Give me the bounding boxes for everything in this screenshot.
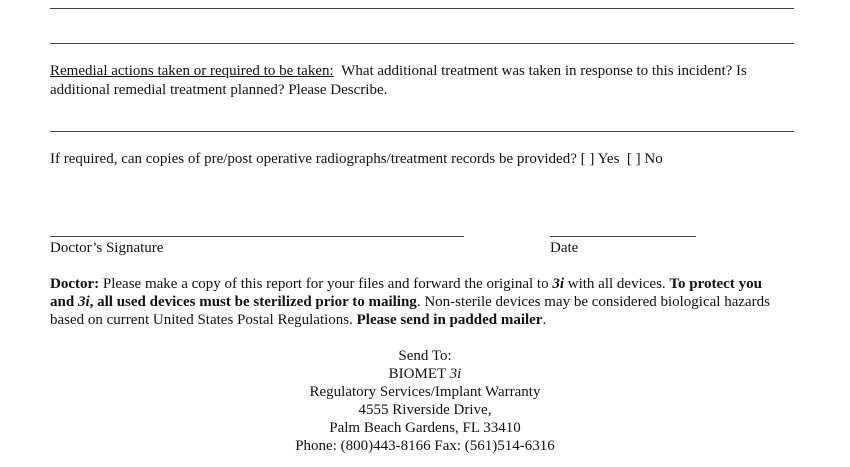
date-label: Date	[550, 240, 579, 256]
doctor-label: Doctor:	[50, 276, 100, 292]
phone-fax: Phone: (800)443-8166 Fax: (561)514-6316	[295, 438, 555, 454]
remedial-heading: Remedial actions taken or required to be taken:	[50, 63, 334, 79]
company-name	[0, 365, 850, 384]
brand-3i: 3i	[552, 276, 565, 292]
instructions-text-2: with all devices.	[567, 276, 666, 292]
sterilized-notice: , all used devices must be sterilized prior to mailing	[89, 294, 417, 310]
and-label: and	[50, 294, 75, 310]
yes-label: Yes	[597, 151, 620, 167]
company-text: BIOMET	[388, 366, 446, 382]
date-line[interactable]	[550, 236, 696, 237]
brand-3i-2: 3i	[77, 294, 90, 310]
department: Regulatory Services/Implant Warranty	[309, 384, 541, 400]
remedial-question-2: additional remedial treatment planned? Please Describe.	[50, 82, 388, 98]
yes-checkbox[interactable]: [ ]	[580, 151, 595, 167]
postal-text: based on current United States Postal Regulations.	[50, 312, 353, 328]
hazard-text: . Non-sterile devices may be considered biological hazards	[416, 294, 771, 310]
remedial-question-line-1: What additional treatment was taken in response to this incident? Is	[341, 63, 747, 79]
radiographs-question	[50, 150, 663, 169]
remedial-answer-line[interactable]	[50, 131, 794, 132]
remedial-question	[50, 62, 747, 81]
city-state-zip: Palm Beach Gardens, FL 33410	[329, 420, 521, 436]
doctor-signature-label: Doctor’s Signature	[50, 240, 164, 256]
send-to-label: Send To:	[398, 348, 452, 364]
instructions-text-1: Please make a copy of this report for your files and forward the original to	[102, 276, 549, 292]
period: .	[542, 312, 547, 328]
padded-mailer-notice: Please send in padded mailer	[356, 312, 543, 328]
instructions-line-2	[50, 293, 770, 312]
protect-notice: To protect you	[669, 276, 762, 292]
company-brand: 3i	[449, 366, 462, 382]
instructions-line-3	[50, 311, 546, 330]
no-checkbox[interactable]: [ ]	[626, 151, 641, 167]
answer-line-1[interactable]	[50, 8, 794, 9]
signature-line[interactable]	[50, 236, 464, 237]
street-address: 4555 Riverside Drive,	[358, 402, 492, 418]
no-label: No	[644, 151, 663, 167]
answer-line-2[interactable]	[50, 43, 794, 44]
instructions-line-1	[50, 275, 762, 294]
radiographs-question-text: If required, can copies of pre/post operative radiographs/treatment records be provided?	[50, 151, 577, 167]
